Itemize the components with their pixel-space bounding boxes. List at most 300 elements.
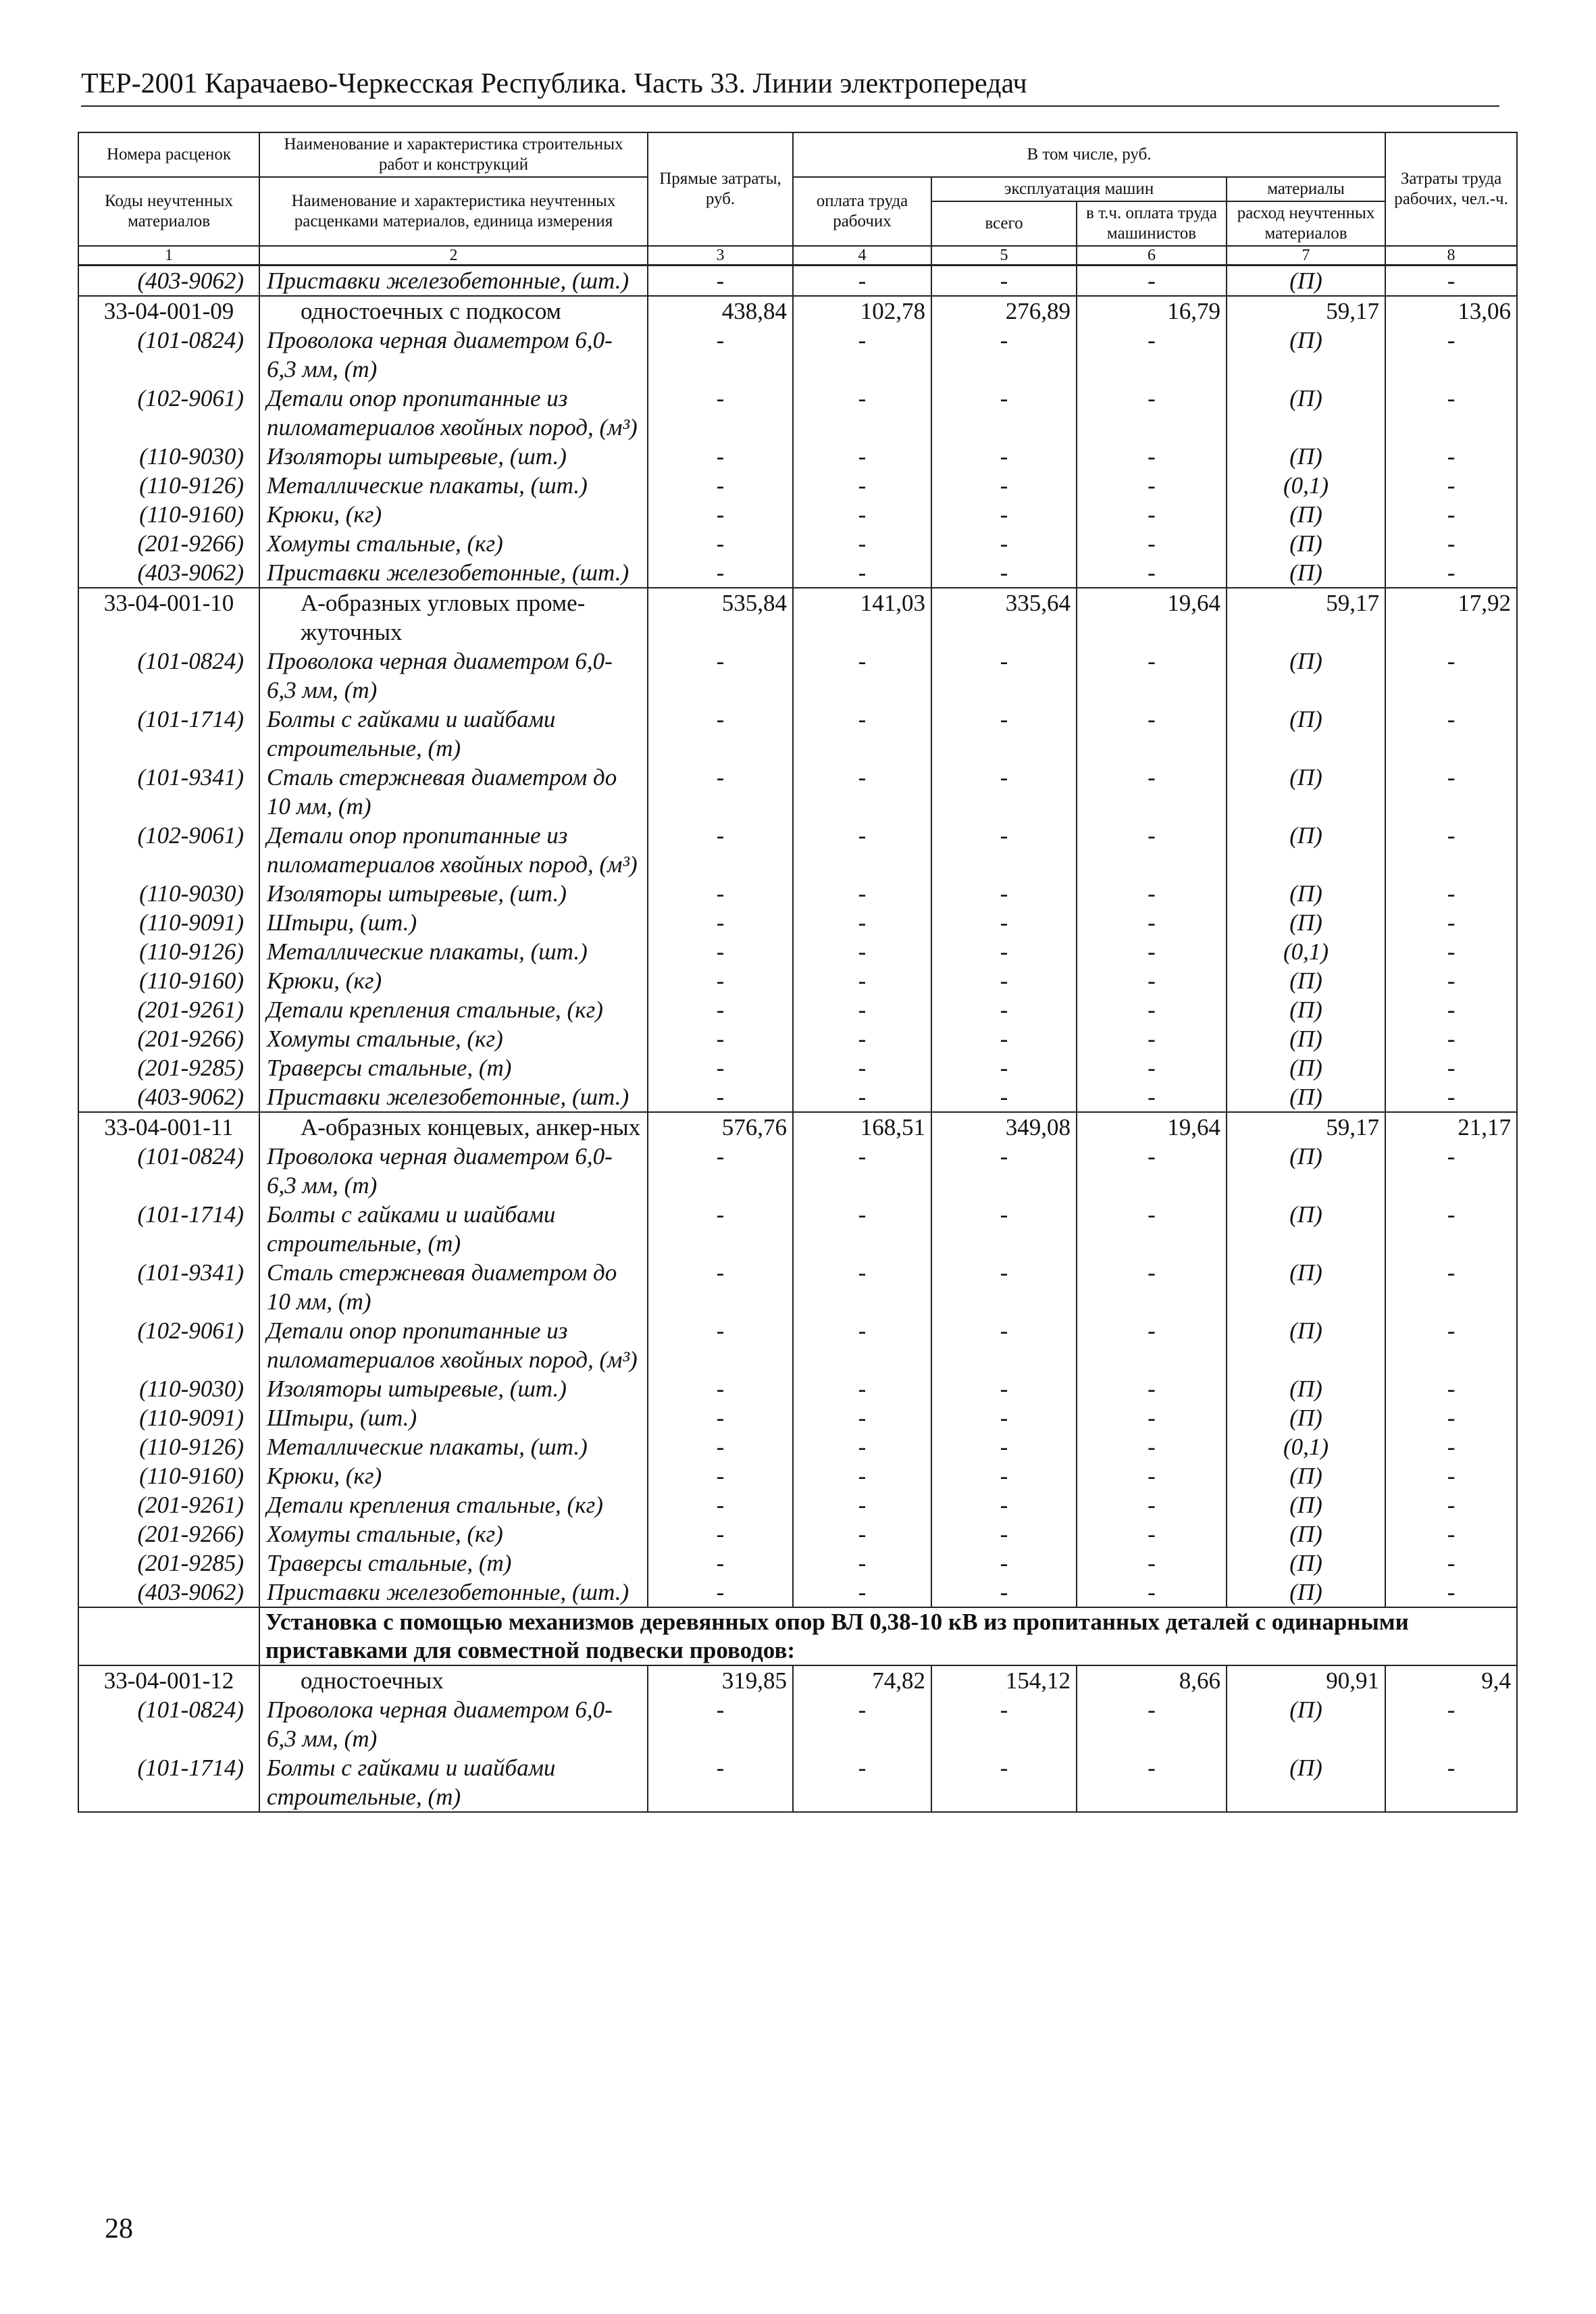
material-row — [78, 647, 1517, 705]
material-row — [78, 763, 1517, 821]
value-c5: - — [931, 1578, 1077, 1607]
material-row — [78, 1461, 1517, 1490]
value-c5: - — [931, 908, 1077, 937]
material-code: (101-0824) — [78, 647, 259, 705]
value-c3: - — [648, 1753, 793, 1812]
value-c8: - — [1385, 647, 1517, 705]
material-row — [78, 558, 1517, 588]
column-number: 4 — [793, 246, 931, 266]
table-header — [78, 132, 1517, 246]
material-code: (101-9341) — [78, 1258, 259, 1316]
value-c3: - — [648, 879, 793, 908]
value-c8: - — [1385, 1490, 1517, 1519]
value-c6: - — [1077, 326, 1227, 384]
col-labor-hours-header: Затраты труда рабочих, чел.-ч. — [1385, 132, 1517, 246]
col-direct-costs-header: Прямые затраты, руб. — [648, 132, 793, 246]
column-number: 1 — [78, 246, 259, 266]
value-c6: - — [1077, 1490, 1227, 1519]
material-description: Крюки, (кг) — [259, 966, 648, 995]
value-c6: 19,64 — [1077, 588, 1227, 647]
column-number: 5 — [931, 246, 1077, 266]
table-body — [78, 246, 1517, 1812]
value-c5: - — [931, 266, 1077, 297]
value-c5: - — [931, 763, 1077, 821]
material-row — [78, 1432, 1517, 1461]
value-c3: - — [648, 442, 793, 471]
value-c3: 438,84 — [648, 296, 793, 326]
value-c5: - — [931, 442, 1077, 471]
material-description: Приставки железобетонные, (шт.) — [259, 1082, 648, 1112]
rate-row — [78, 588, 1517, 647]
material-description: Приставки железобетонные, (шт.) — [259, 1578, 648, 1607]
value-c5: - — [931, 1082, 1077, 1112]
value-c3: - — [648, 1490, 793, 1519]
value-c7: (П) — [1227, 1374, 1385, 1403]
value-c5: - — [931, 1053, 1077, 1082]
value-c5: 154,12 — [931, 1665, 1077, 1695]
value-c8: - — [1385, 908, 1517, 937]
value-c7: (П) — [1227, 821, 1385, 879]
material-row — [78, 821, 1517, 879]
column-number: 7 — [1227, 246, 1385, 266]
value-c8: - — [1385, 266, 1517, 297]
value-c8: - — [1385, 1374, 1517, 1403]
value-c8: - — [1385, 1403, 1517, 1432]
value-c6: - — [1077, 500, 1227, 529]
value-c4: - — [793, 1753, 931, 1812]
value-c4: - — [793, 1316, 931, 1374]
value-c6: - — [1077, 1200, 1227, 1258]
value-c8: - — [1385, 1142, 1517, 1200]
material-description: Штыри, (шт.) — [259, 908, 648, 937]
value-c7: (П) — [1227, 763, 1385, 821]
material-description: Детали крепления стальные, (кг) — [259, 995, 648, 1024]
value-c4: - — [793, 1461, 931, 1490]
value-c8: - — [1385, 1549, 1517, 1578]
value-c4: - — [793, 471, 931, 500]
value-c4: 74,82 — [793, 1665, 931, 1695]
col-including-header: В том числе, руб. — [793, 132, 1385, 177]
material-description: Детали опор пропитанные из пиломатериалов хвойных пород, (м³) — [259, 1316, 648, 1374]
value-c8: - — [1385, 995, 1517, 1024]
value-c6: - — [1077, 384, 1227, 442]
column-number: 2 — [259, 246, 648, 266]
value-c5: - — [931, 1461, 1077, 1490]
value-c8: - — [1385, 1053, 1517, 1082]
value-c3: - — [648, 266, 793, 297]
material-description: Изоляторы штыревые, (шт.) — [259, 1374, 648, 1403]
value-c4: - — [793, 442, 931, 471]
material-code: (101-0824) — [78, 326, 259, 384]
value-c3: - — [648, 1578, 793, 1607]
value-c7: (П) — [1227, 966, 1385, 995]
value-c7: (П) — [1227, 1549, 1385, 1578]
column-number: 8 — [1385, 246, 1517, 266]
material-row — [78, 266, 1517, 297]
value-c5: - — [931, 1695, 1077, 1753]
material-row — [78, 1316, 1517, 1374]
material-description: Сталь стержневая диаметром до 10 мм, (т) — [259, 1258, 648, 1316]
value-c3: - — [648, 1142, 793, 1200]
value-c7: (П) — [1227, 1082, 1385, 1112]
material-row — [78, 1053, 1517, 1082]
value-c8: - — [1385, 471, 1517, 500]
value-c4: - — [793, 995, 931, 1024]
value-c6: - — [1077, 937, 1227, 966]
value-c3: - — [648, 471, 793, 500]
value-c6: - — [1077, 1695, 1227, 1753]
material-code: (101-9341) — [78, 763, 259, 821]
material-code: (110-9030) — [78, 442, 259, 471]
value-c6: 16,79 — [1077, 296, 1227, 326]
value-c7: 59,17 — [1227, 588, 1385, 647]
value-c4: - — [793, 1432, 931, 1461]
value-c6: - — [1077, 1461, 1227, 1490]
value-c4: - — [793, 266, 931, 297]
material-row — [78, 1578, 1517, 1607]
value-c6: - — [1077, 471, 1227, 500]
rate-code: 33-04-001-09 — [78, 296, 259, 326]
value-c3: - — [648, 1549, 793, 1578]
rate-row — [78, 1112, 1517, 1142]
material-description: Хомуты стальные, (кг) — [259, 529, 648, 558]
material-code: (110-9126) — [78, 937, 259, 966]
material-row — [78, 442, 1517, 471]
value-c4: - — [793, 821, 931, 879]
value-c5: - — [931, 995, 1077, 1024]
value-c8: - — [1385, 1432, 1517, 1461]
value-c4: - — [793, 763, 931, 821]
value-c7: (П) — [1227, 384, 1385, 442]
material-row — [78, 1142, 1517, 1200]
value-c6: - — [1077, 442, 1227, 471]
material-row — [78, 500, 1517, 529]
value-c8: - — [1385, 763, 1517, 821]
value-c4: 168,51 — [793, 1112, 931, 1142]
material-row — [78, 1082, 1517, 1112]
value-c5: - — [931, 647, 1077, 705]
col-unaccounted-materials-header: расход неучтенных материалов — [1227, 201, 1385, 246]
value-c8: - — [1385, 442, 1517, 471]
material-description: Проволока черная диаметром 6,0-6,3 мм, (т) — [259, 1695, 648, 1753]
material-description: Крюки, (кг) — [259, 500, 648, 529]
value-c6: - — [1077, 1753, 1227, 1812]
rate-description: одностоечных с подкосом — [259, 296, 648, 326]
value-c4: - — [793, 500, 931, 529]
value-c8: - — [1385, 1258, 1517, 1316]
material-code: (403-9062) — [78, 558, 259, 588]
value-c3: - — [648, 1053, 793, 1082]
material-code: (403-9062) — [78, 1578, 259, 1607]
material-description: Проволока черная диаметром 6,0-6,3 мм, (т) — [259, 1142, 648, 1200]
value-c5: - — [931, 1142, 1077, 1200]
value-c7: 59,17 — [1227, 296, 1385, 326]
value-c5: - — [931, 384, 1077, 442]
col-material-name-header: Наименование и характеристика неучтенных расценками материалов, единица измерения — [259, 177, 648, 246]
material-row — [78, 1258, 1517, 1316]
value-c8: - — [1385, 1200, 1517, 1258]
value-c7: (П) — [1227, 1461, 1385, 1490]
value-c7: (0,1) — [1227, 1432, 1385, 1461]
value-c3: - — [648, 1403, 793, 1432]
value-c6: - — [1077, 1403, 1227, 1432]
value-c7: (П) — [1227, 1142, 1385, 1200]
material-description: Болты с гайками и шайбами строительные, (т) — [259, 705, 648, 763]
value-c7: (П) — [1227, 266, 1385, 297]
value-c7: (0,1) — [1227, 471, 1385, 500]
value-c3: - — [648, 1695, 793, 1753]
value-c8: - — [1385, 1695, 1517, 1753]
value-c7: (П) — [1227, 908, 1385, 937]
material-description: Детали опор пропитанные из пиломатериалов хвойных пород, (м³) — [259, 821, 648, 879]
value-c8: 13,06 — [1385, 296, 1517, 326]
value-c6: - — [1077, 821, 1227, 879]
value-c7: (П) — [1227, 500, 1385, 529]
material-row — [78, 1753, 1517, 1812]
value-c4: - — [793, 879, 931, 908]
rate-code: 33-04-001-11 — [78, 1112, 259, 1142]
material-row — [78, 879, 1517, 908]
material-code: (101-1714) — [78, 705, 259, 763]
value-c5: - — [931, 705, 1077, 763]
material-description: Изоляторы штыревые, (шт.) — [259, 879, 648, 908]
material-description: Проволока черная диаметром 6,0-6,3 мм, (т) — [259, 647, 648, 705]
value-c8: - — [1385, 500, 1517, 529]
material-code: (110-9030) — [78, 879, 259, 908]
material-code: (201-9261) — [78, 1490, 259, 1519]
value-c3: - — [648, 326, 793, 384]
value-c7: (0,1) — [1227, 937, 1385, 966]
value-c4: - — [793, 1695, 931, 1753]
value-c5: - — [931, 471, 1077, 500]
value-c3: - — [648, 647, 793, 705]
value-c4: 102,78 — [793, 296, 931, 326]
value-c5: - — [931, 1258, 1077, 1316]
value-c4: - — [793, 1053, 931, 1082]
value-c5: - — [931, 937, 1077, 966]
value-c4: - — [793, 1024, 931, 1053]
value-c3: - — [648, 908, 793, 937]
value-c3: - — [648, 1316, 793, 1374]
material-description: Траверсы стальные, (т) — [259, 1549, 648, 1578]
material-code: (201-9285) — [78, 1549, 259, 1578]
page-header: ТЕР-2001 Карачаево-Черкесская Республика. Часть 33. Линии электропередач — [81, 68, 1499, 107]
value-c3: - — [648, 966, 793, 995]
material-description: Приставки железобетонные, (шт.) — [259, 266, 648, 297]
material-code: (110-9030) — [78, 1374, 259, 1403]
material-code: (201-9266) — [78, 1519, 259, 1549]
value-c8: - — [1385, 966, 1517, 995]
column-number: 6 — [1077, 246, 1227, 266]
value-c8: 21,17 — [1385, 1112, 1517, 1142]
value-c5: 276,89 — [931, 296, 1077, 326]
group-code-cell — [78, 1607, 259, 1665]
material-row — [78, 995, 1517, 1024]
value-c6: - — [1077, 763, 1227, 821]
material-code: (110-9091) — [78, 1403, 259, 1432]
value-c7: (П) — [1227, 1200, 1385, 1258]
value-c7: (П) — [1227, 647, 1385, 705]
value-c5: - — [931, 558, 1077, 588]
value-c3: - — [648, 384, 793, 442]
material-row — [78, 1695, 1517, 1753]
value-c4: - — [793, 1082, 931, 1112]
material-description: Хомуты стальные, (кг) — [259, 1519, 648, 1549]
value-c4: - — [793, 1374, 931, 1403]
rate-description: А-образных угловых проме-жуточных — [259, 588, 648, 647]
value-c7: (П) — [1227, 1490, 1385, 1519]
value-c6: - — [1077, 1024, 1227, 1053]
value-c4: - — [793, 908, 931, 937]
value-c6: 8,66 — [1077, 1665, 1227, 1695]
value-c6: - — [1077, 1549, 1227, 1578]
value-c5: 349,08 — [931, 1112, 1077, 1142]
column-number: 3 — [648, 246, 793, 266]
value-c4: - — [793, 1549, 931, 1578]
value-c3: - — [648, 529, 793, 558]
value-c6: 19,64 — [1077, 1112, 1227, 1142]
material-description: Металлические плакаты, (шт.) — [259, 471, 648, 500]
value-c6: - — [1077, 1053, 1227, 1082]
value-c3: - — [648, 937, 793, 966]
material-row — [78, 471, 1517, 500]
rate-code: 33-04-001-12 — [78, 1665, 259, 1695]
material-code: (102-9061) — [78, 1316, 259, 1374]
material-description: Траверсы стальные, (т) — [259, 1053, 648, 1082]
value-c6: - — [1077, 879, 1227, 908]
value-c5: - — [931, 529, 1077, 558]
material-code: (101-1714) — [78, 1200, 259, 1258]
value-c3: - — [648, 1432, 793, 1461]
rate-description: А-образных концевых, анкер-ных — [259, 1112, 648, 1142]
value-c6: - — [1077, 1316, 1227, 1374]
material-code: (110-9160) — [78, 966, 259, 995]
material-description: Болты с гайками и шайбами строительные, (т) — [259, 1200, 648, 1258]
value-c4: - — [793, 1258, 931, 1316]
value-c8: - — [1385, 1024, 1517, 1053]
material-code: (101-0824) — [78, 1695, 259, 1753]
value-c6: - — [1077, 1142, 1227, 1200]
column-number-row — [78, 246, 1517, 266]
value-c8: - — [1385, 821, 1517, 879]
value-c4: - — [793, 705, 931, 763]
value-c3: - — [648, 821, 793, 879]
value-c3: - — [648, 558, 793, 588]
material-code: (101-1714) — [78, 1753, 259, 1812]
value-c8: 9,4 — [1385, 1665, 1517, 1695]
value-c7: (П) — [1227, 326, 1385, 384]
material-description: Приставки железобетонные, (шт.) — [259, 558, 648, 588]
value-c8: - — [1385, 1753, 1517, 1812]
value-c6: - — [1077, 558, 1227, 588]
material-row — [78, 1200, 1517, 1258]
material-description: Крюки, (кг) — [259, 1461, 648, 1490]
value-c8: - — [1385, 1316, 1517, 1374]
value-c7: (П) — [1227, 1258, 1385, 1316]
value-c6: - — [1077, 1432, 1227, 1461]
material-code: (201-9261) — [78, 995, 259, 1024]
value-c5: - — [931, 500, 1077, 529]
value-c4: - — [793, 1200, 931, 1258]
value-c4: - — [793, 1519, 931, 1549]
value-c3: - — [648, 500, 793, 529]
material-code: (101-0824) — [78, 1142, 259, 1200]
value-c3: - — [648, 1082, 793, 1112]
material-code: (110-9126) — [78, 1432, 259, 1461]
rate-row — [78, 296, 1517, 326]
value-c7: (П) — [1227, 1316, 1385, 1374]
value-c7: (П) — [1227, 442, 1385, 471]
value-c3: - — [648, 705, 793, 763]
value-c7: (П) — [1227, 1578, 1385, 1607]
value-c8: - — [1385, 529, 1517, 558]
value-c7: (П) — [1227, 1053, 1385, 1082]
value-c8: - — [1385, 1082, 1517, 1112]
value-c5: - — [931, 1490, 1077, 1519]
value-c6: - — [1077, 529, 1227, 558]
price-table — [78, 132, 1518, 1813]
rate-code: 33-04-001-10 — [78, 588, 259, 647]
material-row — [78, 966, 1517, 995]
value-c5: - — [931, 1374, 1077, 1403]
material-description: Болты с гайками и шайбами строительные, (т) — [259, 1753, 648, 1812]
material-row — [78, 1374, 1517, 1403]
value-c6: - — [1077, 1519, 1227, 1549]
material-description: Металлические плакаты, (шт.) — [259, 937, 648, 966]
value-c6: - — [1077, 1258, 1227, 1316]
material-code: (102-9061) — [78, 821, 259, 879]
value-c8: - — [1385, 384, 1517, 442]
material-description: Проволока черная диаметром 6,0-6,3 мм, (т) — [259, 326, 648, 384]
value-c5: - — [931, 1549, 1077, 1578]
material-code: (201-9266) — [78, 529, 259, 558]
value-c3: 576,76 — [648, 1112, 793, 1142]
page-number: 28 — [105, 2213, 133, 2244]
value-c8: - — [1385, 937, 1517, 966]
material-code: (403-9062) — [78, 1082, 259, 1112]
value-c4: 141,03 — [793, 588, 931, 647]
material-description: Сталь стержневая диаметром до 10 мм, (т) — [259, 763, 648, 821]
col-rate-number-header: Номера расценок — [78, 132, 259, 177]
value-c4: - — [793, 1490, 931, 1519]
material-description: Детали крепления стальные, (кг) — [259, 1490, 648, 1519]
material-description: Изоляторы штыревые, (шт.) — [259, 442, 648, 471]
value-c3: 319,85 — [648, 1665, 793, 1695]
value-c6: - — [1077, 1578, 1227, 1607]
value-c3: - — [648, 1461, 793, 1490]
group-heading-row — [78, 1607, 1517, 1665]
value-c4: - — [793, 529, 931, 558]
value-c8: - — [1385, 326, 1517, 384]
value-c4: - — [793, 558, 931, 588]
material-row — [78, 384, 1517, 442]
value-c5: - — [931, 1316, 1077, 1374]
value-c3: - — [648, 1024, 793, 1053]
col-material-codes-header: Коды неучтенных материалов — [78, 177, 259, 246]
value-c7: 90,91 — [1227, 1665, 1385, 1695]
value-c7: (П) — [1227, 1753, 1385, 1812]
value-c4: - — [793, 647, 931, 705]
value-c6: - — [1077, 908, 1227, 937]
col-machines-total-header: всего — [931, 201, 1077, 246]
material-code: (110-9160) — [78, 500, 259, 529]
material-code: (403-9062) — [78, 266, 259, 297]
value-c3: - — [648, 1519, 793, 1549]
material-description: Детали опор пропитанные из пиломатериалов хвойных пород, (м³) — [259, 384, 648, 442]
value-c6: - — [1077, 995, 1227, 1024]
value-c4: - — [793, 1403, 931, 1432]
value-c5: 335,64 — [931, 588, 1077, 647]
